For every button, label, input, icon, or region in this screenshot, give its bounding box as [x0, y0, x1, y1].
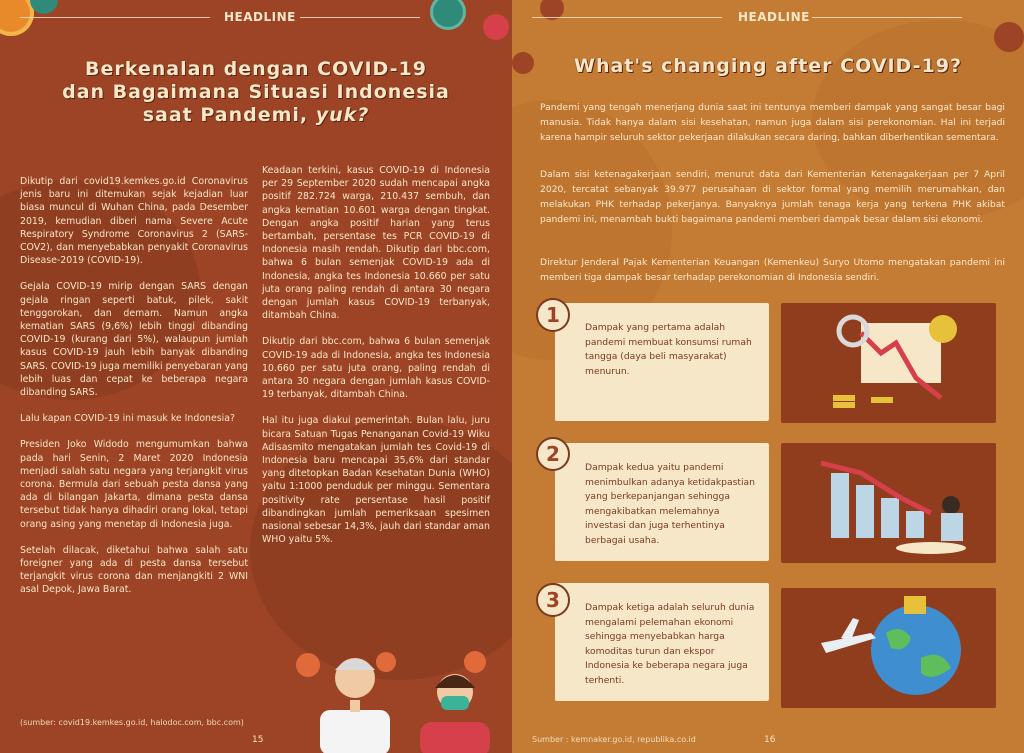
source-citation: (sumber: covid19.kemkes.go.id, halodoc.com, bbc.com) [20, 718, 244, 727]
paragraph: Keadaan terkini, kasus COVID-19 di Indonesia per 29 September 2020 sudah mencapai angka positif 282.724 warga, 210.437 sembuh, dan angka kematian 10.601 warga dengan tingkat. Dengan angka positif harian yang terus bertambah, persentase tes PCR COVID-19 di Indonesia masih rendah. Dikutip dari bbc.com, bahwa 6 bulan semenjak COVID-19 ada di Indonesia, angka tes Indonesia 10.660 per satu juta orang paling rendah di antara 30 negara dengan jumlah kasus COVID-19 terbanyak, ditambah China. [262, 165, 490, 322]
title-line: dan Bagaimana Situasi Indonesia [62, 81, 450, 103]
virus-icon [30, 0, 58, 14]
paragraph: Dikutip dari covid19.kemkes.go.id Coronavirus jenis baru ini ditemukan sejak kejadian luar biasa muncul di Wuhan China, pada Desember 2019, kemudian diberi nama Severe Acute Respiratory Syndrome Coronavirus 2 (SARS-COV2), dan menyebabkan penyakit Coronavirus Disease-2019 (COVID-19). [20, 176, 248, 267]
title-emphasis: yuk? [315, 104, 370, 126]
title-line [20, 104, 492, 127]
impact-number-badge: 1 [536, 298, 570, 332]
page-number: 16 [764, 735, 776, 745]
page-title: What's changing after COVID-19? [574, 55, 962, 77]
virus-icon [296, 653, 320, 677]
virus-icon [994, 22, 1024, 52]
article-column-1 [20, 175, 248, 610]
paragraph: Hal itu juga diakui pemerintah. Bulan lalu, juru bicara Satuan Tugas Penanganan Covid-19 Wiku Adisasmito mengatakan jumlah tes Covid-19 di Indonesia baru mencapai 35,6% dari standar yang ditetopkan Badan Kesehatan Dunia (WHO) yaitu 1:1000 penduduk per minggu. Sementara positivity rate persentase hasil positif dibandingkan jumlah pemeriksaan spesimen nasional sebesar 14,3%, jauh dari standar aman WHO yaitu 5%. [262, 415, 490, 546]
page-number: 15 [252, 735, 264, 745]
investment-decline-illustration [781, 443, 996, 563]
title-line-text: saat Pandemi, [142, 104, 316, 126]
intro-paragraph: Dalam sisi ketenagakerjaan sendiri, menurut data dari Kementerian Ketenagakerjaan per 7 April 2020, tercatat sebanyak 39.977 perusahaan di sektor formal yang memilih merumahkan, dan melakukan PHK terhadap pekerjanya. Banyaknya jumlah tenaga kerja yang terkena PHK akibat pandemi ini, menambah bukti bagaimana pandemi memberi dampak besar dalam sisi ekonomi. [540, 169, 1005, 225]
impact-text: Dampak ketiga adalah seluruh dunia mengalami pelemahan ekonomi sehingga menyebabkan harga komoditas turun dan ekspor Indonesia ke beberapa negara juga terhenti. [585, 602, 755, 686]
paragraph: Setelah dilacak, diketahui bahwa salah satu foreigner yang ada di pesta dansa tersebut terjangkit virus corona dan menjangkiti 2 WNI asal Depok, Jawa Barat. [20, 544, 248, 596]
page-title [20, 58, 492, 127]
header-rule [812, 17, 962, 18]
intro-paragraph: Pandemi yang tengah menerjang dunia saat ini tentunya memberi dampak yang sangat besar bagi manusia. Tidak hanya dalam sisi kesehatan, namun juga dalam sisi perekonomian. Hal ini terjadi karena hampir seluruh sektor pekerjaan dilakukan secara daring, bahkan diberhentikan sementara. [540, 102, 1005, 143]
title-line: Berkenalan dengan COVID-19 [85, 58, 427, 80]
paragraph: Gejala COVID-19 mirip dengan SARS dengan gejala ringan seperti batuk, pilek, sakit tenggorokan, dan demam. Namun angka kematian SARS (9,6%) lebih tinggi dibanding COVID-19 (kurang dari 5%), walaupun jumlah kasus COVID-19 jauh lebih banyak dibanding SARS. COVID-19 juga memiliki penyebaran yang lebih luas dan cepat ke beberapa negara dibanding SARS. [20, 281, 248, 399]
header-rule [300, 17, 420, 18]
impact-card-1 [555, 303, 769, 421]
virus-icon [483, 14, 509, 40]
impact-card-3 [555, 583, 769, 701]
virus-icon [512, 52, 534, 74]
virus-icon [0, 0, 34, 36]
consumption-decline-illustration [781, 303, 996, 423]
article-column-2 [262, 164, 490, 559]
impact-card-2 [555, 443, 769, 561]
paragraph: Dikutip dari bbc.com, bahwa 6 bulan semenjak COVID-19 ada di Indonesia, angka tes Indonesia 10.660 per satu juta orang, paling rendah di antara 30 negara dengan jumlah kasus COVID-19 terbanyak, ditambah China. [262, 336, 490, 401]
headline-label: HEADLINE [738, 10, 810, 24]
paragraph: Lalu kapan COVID-19 ini masuk ke Indonesia? [20, 413, 235, 425]
virus-icon [464, 651, 486, 673]
health-workers-illustration [280, 640, 512, 753]
impact-text: Dampak yang pertama adalah pandemi membuat konsumsi rumah tangga (daya beli masyarakat) menurun. [585, 322, 752, 377]
virus-icon [430, 0, 466, 30]
virus-icon [376, 652, 396, 672]
intro-paragraph: Direktur Jenderal Pajak Kementerian Keuangan (Kemenkeu) Suryo Utomo mengatakan pandemi ini memberi tiga dampak besar terhadap perekonomian di Indonesia sendiri. [540, 257, 1005, 283]
impact-text: Dampak kedua yaitu pandemi menimbulkan adanya ketidakpastian yang berkepanjangan sehingga mengakibatkan melemahnya investasi dan juga terhentinya berbagai usaha. [585, 462, 756, 546]
right-page [512, 0, 1024, 753]
global-trade-illustration [781, 588, 996, 708]
paragraph: Presiden Joko Widodo mengumumkan bahwa pada hari Senin, 2 Maret 2020 Indonesia menjadi salah satu negara yang terjangkit virus corona. Bermula dari sebuah pesta dansa yang ada di bilangan Jakarta, dimana pesta dansa tersebut tidak hanya dihadiri orang lokal, tetapi orang asing yang menetap di Indonesia juga. [20, 439, 248, 530]
header-rule [20, 17, 210, 18]
impact-number-badge: 3 [536, 583, 570, 617]
source-citation: Sumber : kemnaker.go.id, republika.co.id [532, 735, 696, 744]
impact-number-badge: 2 [536, 437, 570, 471]
headline-label: HEADLINE [224, 10, 296, 24]
header-rule [532, 17, 722, 18]
